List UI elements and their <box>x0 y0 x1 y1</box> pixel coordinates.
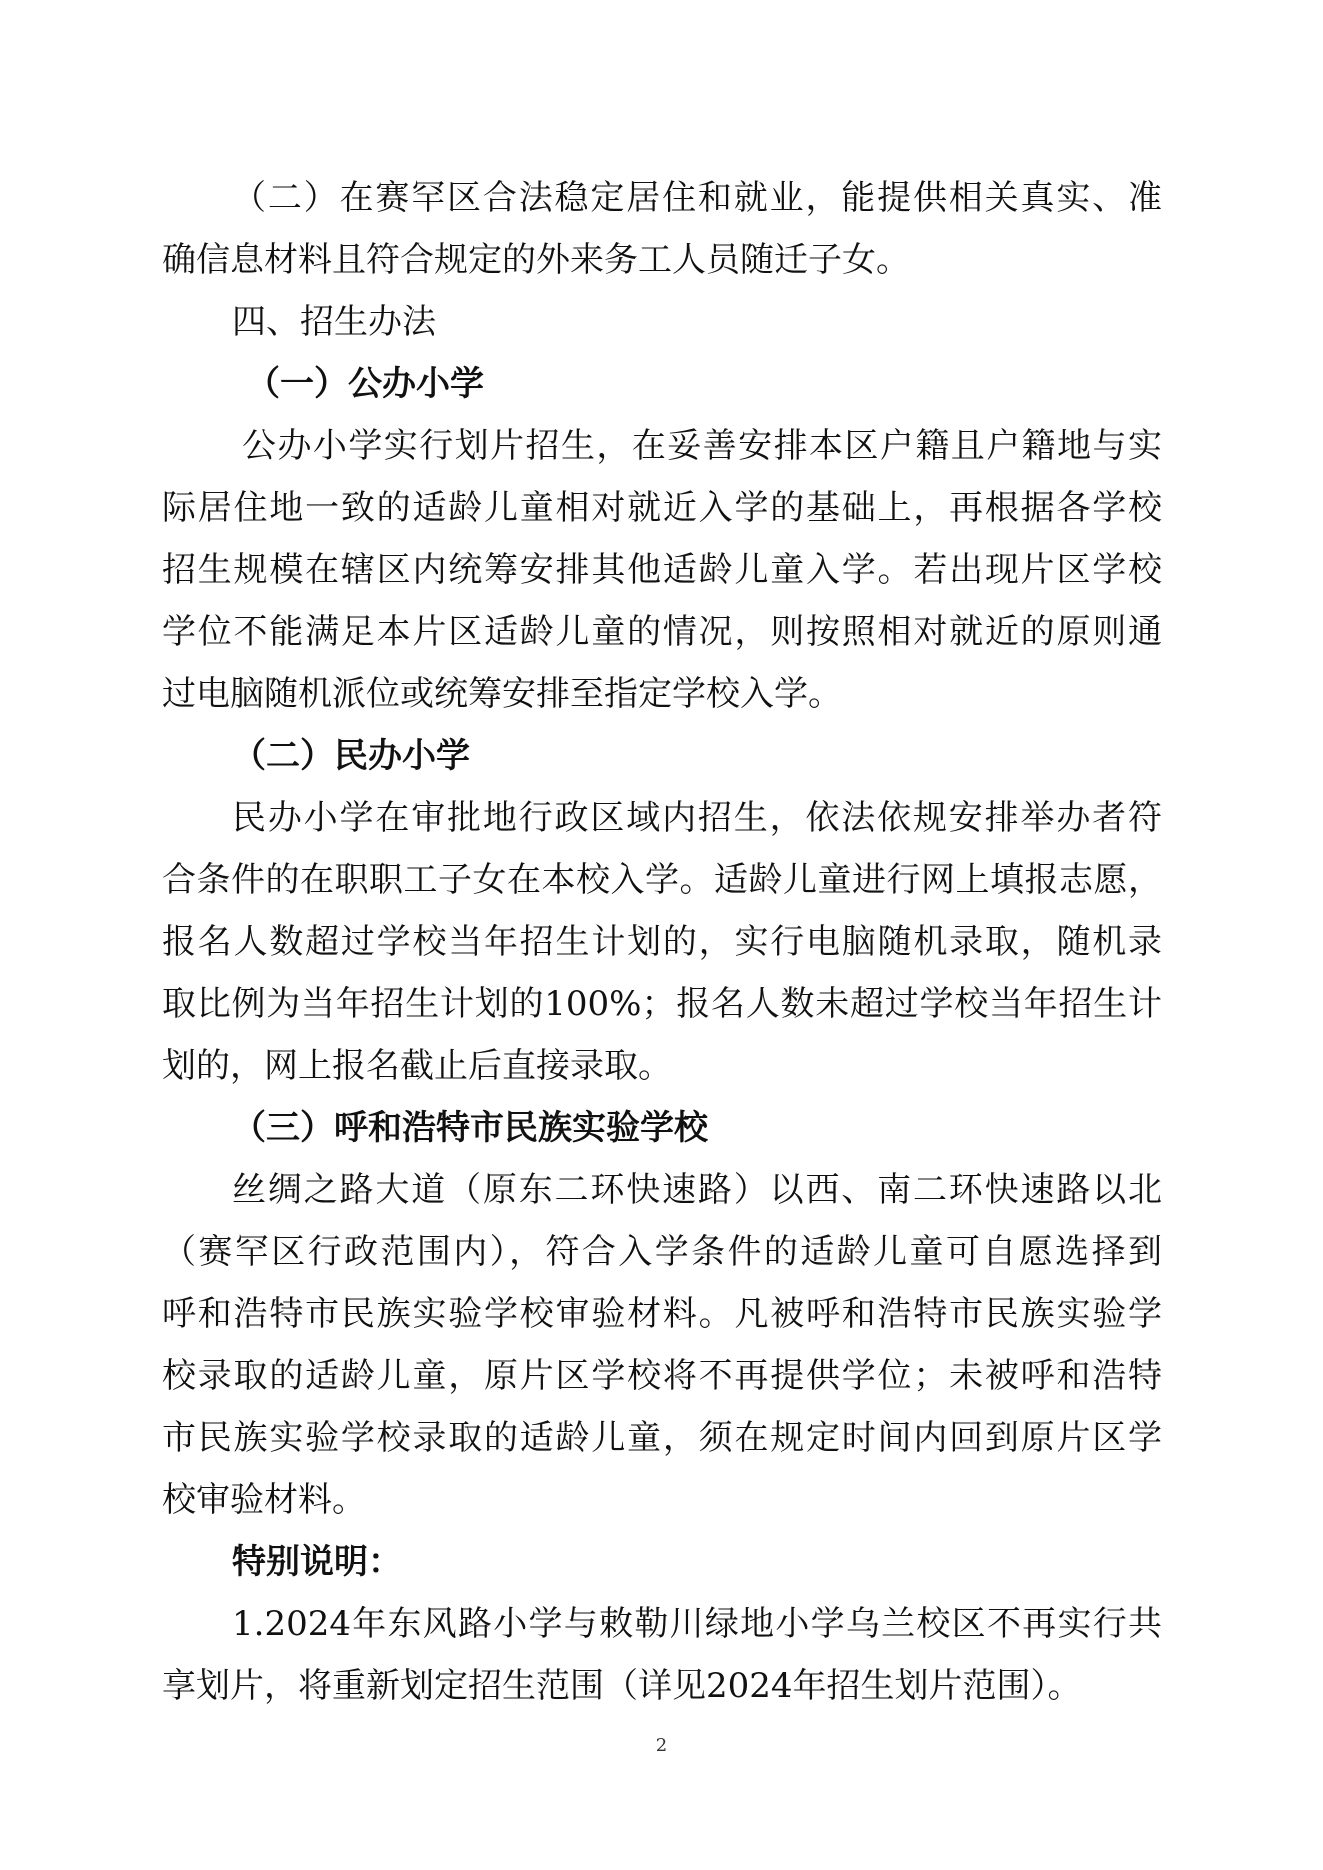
paragraph-line: 报名人数超过学校当年招生计划的，实行电脑随机录取，随机录 <box>162 922 1162 962</box>
paragraph-line: 划的，网上报名截止后直接录取。 <box>162 1046 672 1086</box>
paragraph-line: 公办小学实行划片招生，在妥善安排本区户籍且户籍地与实 <box>242 426 1162 466</box>
paragraph-line: 市民族实验学校录取的适龄儿童，须在规定时间内回到原片区学 <box>162 1418 1162 1458</box>
paragraph-line: （二）在赛罕区合法稳定居住和就业，能提供相关真实、准 <box>232 178 1162 218</box>
paragraph-line: 确信息材料且符合规定的外来务工人员随迁子女。 <box>162 240 910 280</box>
section-heading: 四、招生办法 <box>232 302 436 342</box>
subsection-heading: （二）民办小学 <box>232 736 470 776</box>
paragraph-line: 际居住地一致的适龄儿童相对就近入学的基础上，再根据各学校 <box>162 488 1162 528</box>
paragraph-line: 享划片，将重新划定招生范围（详见2024年招生划片范围）。 <box>162 1666 1082 1706</box>
paragraph-line: 校审验材料。 <box>162 1480 366 1520</box>
paragraph-line: 民办小学在审批地行政区域内招生，依法依规安排举办者符 <box>232 798 1162 838</box>
paragraph-line: 招生规模在辖区内统筹安排其他适龄儿童入学。若出现片区学校 <box>162 550 1162 590</box>
paragraph-line: 1.2024年东风路小学与敕勒川绿地小学乌兰校区不再实行共 <box>232 1604 1162 1644</box>
paragraph-line: 取比例为当年招生计划的100%；报名人数未超过学校当年招生计 <box>162 984 1162 1024</box>
subsection-heading: （三）呼和浩特市民族实验学校 <box>232 1108 708 1148</box>
paragraph-line: 呼和浩特市民族实验学校审验材料。凡被呼和浩特市民族实验学 <box>162 1294 1162 1334</box>
special-note-heading: 特别说明： <box>232 1542 402 1582</box>
paragraph-line: 学位不能满足本片区适龄儿童的情况，则按照相对就近的原则通 <box>162 612 1162 652</box>
paragraph-line: 丝绸之路大道（原东二环快速路）以西、南二环快速路以北 <box>232 1170 1162 1210</box>
page-number: 2 <box>655 1735 668 1756</box>
subsection-heading: （一）公办小学 <box>246 364 484 404</box>
paragraph-line: 合条件的在职职工子女在本校入学。适龄儿童进行网上填报志愿， <box>162 860 1162 900</box>
paragraph-line: 校录取的适龄儿童，原片区学校将不再提供学位；未被呼和浩特 <box>162 1356 1162 1396</box>
paragraph-line: 过电脑随机派位或统筹安排至指定学校入学。 <box>162 674 842 714</box>
paragraph-line: （赛罕区行政范围内），符合入学条件的适龄儿童可自愿选择到 <box>162 1232 1162 1272</box>
